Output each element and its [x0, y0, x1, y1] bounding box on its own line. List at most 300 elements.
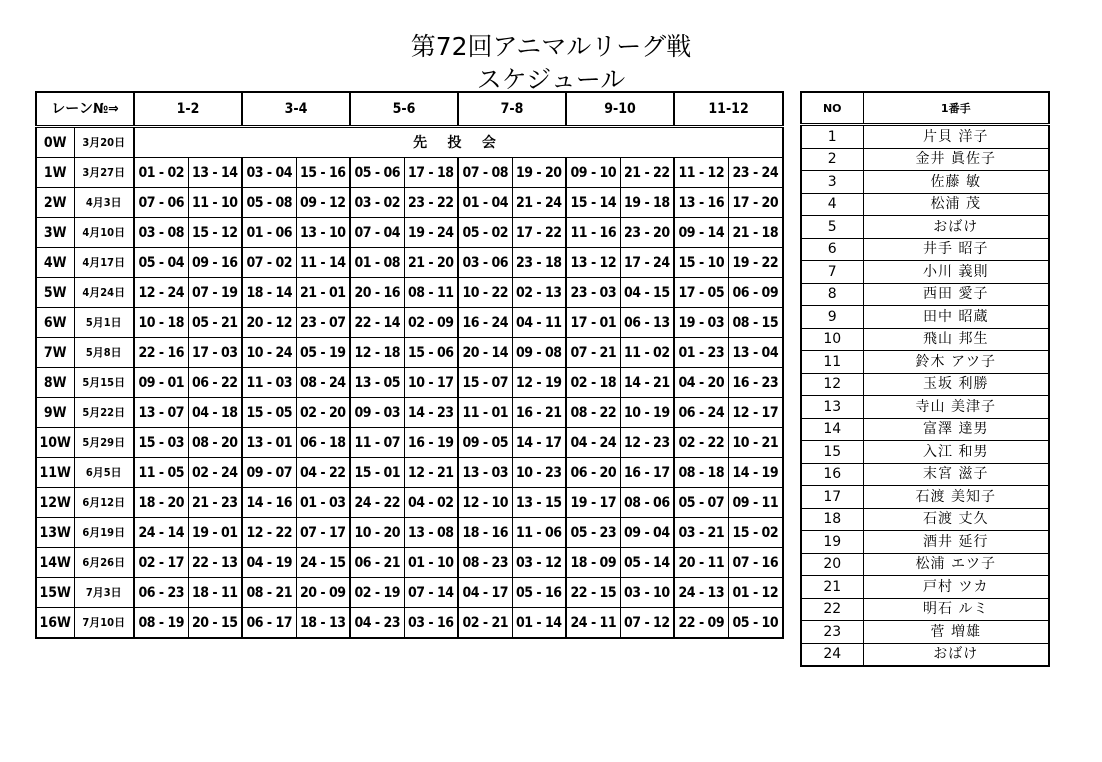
schedule-row [36, 248, 783, 278]
pairing-cell: 17 - 24 [620, 248, 674, 278]
player-name: 松浦 茂 [863, 193, 1049, 216]
pairing-cell: 17 - 05 [674, 278, 728, 308]
week-cell: 9W [36, 398, 74, 428]
schedule-row [36, 488, 783, 518]
pairing-cell: 15 - 14 [566, 188, 620, 218]
pairing-cell: 05 - 04 [134, 248, 188, 278]
player-row [801, 508, 1049, 531]
pairing-cell: 06 - 21 [350, 548, 404, 578]
pairing-cell: 15 - 16 [296, 158, 350, 188]
schedule-row [36, 368, 783, 398]
pairing-cell: 07 - 16 [728, 548, 783, 578]
player-no: 9 [801, 306, 863, 329]
player-name: 戸村 ツカ [863, 576, 1049, 599]
lane-group-header: 1-2 [134, 92, 242, 127]
pairing-cell: 12 - 21 [404, 458, 458, 488]
pairing-cell: 13 - 03 [458, 458, 512, 488]
player-name: 寺山 美津子 [863, 396, 1049, 419]
pairing-cell: 17 - 22 [512, 218, 566, 248]
pairing-cell: 09 - 04 [620, 518, 674, 548]
pairing-cell: 15 - 07 [458, 368, 512, 398]
lane-group-header: 11-12 [674, 92, 783, 127]
pairing-cell: 10 - 17 [404, 368, 458, 398]
event-cell: 先 投 会 [134, 127, 783, 158]
player-row [801, 621, 1049, 644]
pairing-cell: 24 - 14 [134, 518, 188, 548]
pairing-cell: 16 - 21 [512, 398, 566, 428]
pairing-cell: 10 - 21 [728, 428, 783, 458]
pairing-cell: 08 - 11 [404, 278, 458, 308]
player-row [801, 306, 1049, 329]
player-name: 松浦 エツ子 [863, 553, 1049, 576]
player-no: 15 [801, 441, 863, 464]
pairing-cell: 08 - 20 [188, 428, 242, 458]
pairing-cell: 22 - 16 [134, 338, 188, 368]
pairing-cell: 21 - 01 [296, 278, 350, 308]
pairing-cell: 16 - 23 [728, 368, 783, 398]
pairing-cell: 18 - 20 [134, 488, 188, 518]
pairing-cell: 05 - 08 [242, 188, 296, 218]
schedule-row [36, 608, 783, 639]
week-cell: 7W [36, 338, 74, 368]
pairing-cell: 12 - 18 [350, 338, 404, 368]
pairing-cell: 24 - 22 [350, 488, 404, 518]
player-no: 21 [801, 576, 863, 599]
pairing-cell: 04 - 22 [296, 458, 350, 488]
date-cell: 4月17日 [74, 248, 134, 278]
pairing-cell: 10 - 23 [512, 458, 566, 488]
player-name: 石渡 丈久 [863, 508, 1049, 531]
pairing-cell: 03 - 16 [404, 608, 458, 639]
player-name: 末宮 滋子 [863, 463, 1049, 486]
date-cell: 5月22日 [74, 398, 134, 428]
week-cell: 2W [36, 188, 74, 218]
date-cell: 7月10日 [74, 608, 134, 639]
pairing-cell: 08 - 24 [296, 368, 350, 398]
schedule-row [36, 278, 783, 308]
pairing-cell: 13 - 07 [134, 398, 188, 428]
pairing-cell: 14 - 19 [728, 458, 783, 488]
player-row [801, 171, 1049, 194]
player-no: 23 [801, 621, 863, 644]
lane-header: レーン№⇒ [36, 92, 134, 127]
pairing-cell: 09 - 11 [728, 488, 783, 518]
player-no: 20 [801, 553, 863, 576]
player-no: 17 [801, 486, 863, 509]
player-row [801, 486, 1049, 509]
schedule-row [36, 548, 783, 578]
pairing-cell: 04 - 11 [512, 308, 566, 338]
schedule-row [36, 428, 783, 458]
pairing-cell: 03 - 21 [674, 518, 728, 548]
date-cell: 4月10日 [74, 218, 134, 248]
pairing-cell: 09 - 07 [242, 458, 296, 488]
pairing-cell: 04 - 24 [566, 428, 620, 458]
pairing-cell: 17 - 03 [188, 338, 242, 368]
pairing-cell: 21 - 24 [512, 188, 566, 218]
pairing-cell: 11 - 12 [674, 158, 728, 188]
player-name: 鈴木 アツ子 [863, 351, 1049, 374]
week-cell: 12W [36, 488, 74, 518]
pairing-cell: 21 - 18 [728, 218, 783, 248]
pairing-cell: 12 - 19 [512, 368, 566, 398]
pairing-cell: 19 - 03 [674, 308, 728, 338]
date-cell: 4月3日 [74, 188, 134, 218]
schedule-row [36, 158, 783, 188]
schedule-row [36, 578, 783, 608]
pairing-cell: 09 - 10 [566, 158, 620, 188]
pairing-cell: 06 - 24 [674, 398, 728, 428]
pairing-cell: 08 - 06 [620, 488, 674, 518]
player-name: 西田 愛子 [863, 283, 1049, 306]
pairing-cell: 01 - 12 [728, 578, 783, 608]
player-row [801, 418, 1049, 441]
pairing-cell: 13 - 08 [404, 518, 458, 548]
player-name: 飛山 邦生 [863, 328, 1049, 351]
date-cell: 6月5日 [74, 458, 134, 488]
player-row [801, 396, 1049, 419]
week-cell: 6W [36, 308, 74, 338]
player-no: 12 [801, 373, 863, 396]
pairing-cell: 08 - 21 [242, 578, 296, 608]
pairing-cell: 21 - 23 [188, 488, 242, 518]
pairing-cell: 13 - 16 [674, 188, 728, 218]
pairing-cell: 13 - 01 [242, 428, 296, 458]
pairing-cell: 19 - 22 [728, 248, 783, 278]
pairing-cell: 18 - 11 [188, 578, 242, 608]
week-cell: 11W [36, 458, 74, 488]
player-no: 7 [801, 261, 863, 284]
player-no: 19 [801, 531, 863, 554]
pairing-cell: 02 - 18 [566, 368, 620, 398]
pairing-cell: 19 - 20 [512, 158, 566, 188]
pairing-cell: 04 - 19 [242, 548, 296, 578]
pairing-cell: 20 - 14 [458, 338, 512, 368]
pairing-cell: 19 - 18 [620, 188, 674, 218]
pairing-cell: 07 - 04 [350, 218, 404, 248]
pairing-cell: 11 - 16 [566, 218, 620, 248]
schedule-row [36, 218, 783, 248]
player-row [801, 441, 1049, 464]
week-cell: 4W [36, 248, 74, 278]
pairing-cell: 01 - 04 [458, 188, 512, 218]
pairing-cell: 13 - 04 [728, 338, 783, 368]
pairing-cell: 10 - 24 [242, 338, 296, 368]
player-no: 4 [801, 193, 863, 216]
player-row [801, 261, 1049, 284]
pairing-cell: 14 - 17 [512, 428, 566, 458]
pairing-cell: 08 - 23 [458, 548, 512, 578]
pairing-cell: 08 - 19 [134, 608, 188, 639]
pairing-cell: 01 - 03 [296, 488, 350, 518]
pairing-cell: 23 - 07 [296, 308, 350, 338]
pairing-cell: 01 - 08 [350, 248, 404, 278]
schedule-header-row [36, 92, 783, 127]
pairing-cell: 13 - 05 [350, 368, 404, 398]
pairing-cell: 11 - 01 [458, 398, 512, 428]
player-name: 玉坂 利勝 [863, 373, 1049, 396]
pairing-cell: 05 - 10 [728, 608, 783, 639]
pairing-cell: 13 - 10 [296, 218, 350, 248]
pairing-cell: 15 - 12 [188, 218, 242, 248]
player-name: 片貝 洋子 [863, 125, 1049, 149]
pairing-cell: 20 - 16 [350, 278, 404, 308]
pairing-cell: 01 - 14 [512, 608, 566, 639]
pairing-cell: 16 - 24 [458, 308, 512, 338]
pairing-cell: 05 - 21 [188, 308, 242, 338]
pairing-cell: 09 - 14 [674, 218, 728, 248]
pairing-cell: 02 - 09 [404, 308, 458, 338]
player-no: 13 [801, 396, 863, 419]
pairing-cell: 12 - 23 [620, 428, 674, 458]
player-row [801, 283, 1049, 306]
pairing-cell: 02 - 22 [674, 428, 728, 458]
pairing-cell: 20 - 09 [296, 578, 350, 608]
lane-group-header: 9-10 [566, 92, 674, 127]
pairing-cell: 12 - 24 [134, 278, 188, 308]
player-no: 14 [801, 418, 863, 441]
player-no: 3 [801, 171, 863, 194]
pairing-cell: 21 - 22 [620, 158, 674, 188]
pairing-cell: 07 - 21 [566, 338, 620, 368]
page-title: 第72回アニマルリーグ戦 [410, 32, 692, 61]
pairing-cell: 07 - 12 [620, 608, 674, 639]
date-cell: 3月20日 [74, 127, 134, 158]
pairing-cell: 20 - 15 [188, 608, 242, 639]
pairing-cell: 12 - 22 [242, 518, 296, 548]
player-no: 5 [801, 216, 863, 239]
pairing-cell: 05 - 14 [620, 548, 674, 578]
pairing-cell: 05 - 19 [296, 338, 350, 368]
pairing-cell: 05 - 23 [566, 518, 620, 548]
pairing-cell: 06 - 23 [134, 578, 188, 608]
player-row [801, 643, 1049, 666]
pairing-cell: 09 - 05 [458, 428, 512, 458]
player-name: おばけ [863, 216, 1049, 239]
player-row [801, 238, 1049, 261]
pairing-cell: 02 - 19 [350, 578, 404, 608]
pairing-cell: 01 - 06 [242, 218, 296, 248]
player-name: 明石 ルミ [863, 598, 1049, 621]
player-no: 22 [801, 598, 863, 621]
pairing-cell: 10 - 18 [134, 308, 188, 338]
player-name: 酒井 延行 [863, 531, 1049, 554]
pairing-cell: 04 - 23 [350, 608, 404, 639]
player-list-table [800, 91, 1050, 667]
pairing-cell: 09 - 08 [512, 338, 566, 368]
pairing-cell: 13 - 12 [566, 248, 620, 278]
week-cell: 13W [36, 518, 74, 548]
week-cell: 0W [36, 127, 74, 158]
pairing-cell: 12 - 17 [728, 398, 783, 428]
pairing-cell: 01 - 10 [404, 548, 458, 578]
schedule-row [36, 188, 783, 218]
week-cell: 14W [36, 548, 74, 578]
date-cell: 5月15日 [74, 368, 134, 398]
player-name: 井手 昭子 [863, 238, 1049, 261]
pairing-cell: 09 - 03 [350, 398, 404, 428]
pairing-cell: 04 - 02 [404, 488, 458, 518]
pairing-cell: 11 - 02 [620, 338, 674, 368]
pairing-cell: 04 - 15 [620, 278, 674, 308]
player-no: 10 [801, 328, 863, 351]
pairing-cell: 08 - 22 [566, 398, 620, 428]
pairing-cell: 23 - 18 [512, 248, 566, 278]
pairing-cell: 07 - 06 [134, 188, 188, 218]
date-cell: 3月27日 [74, 158, 134, 188]
pairing-cell: 15 - 10 [674, 248, 728, 278]
schedule-row [36, 308, 783, 338]
pairing-cell: 09 - 12 [296, 188, 350, 218]
pairing-cell: 24 - 11 [566, 608, 620, 639]
pairing-cell: 03 - 12 [512, 548, 566, 578]
pairing-cell: 21 - 20 [404, 248, 458, 278]
pairing-cell: 24 - 13 [674, 578, 728, 608]
pairing-cell: 09 - 16 [188, 248, 242, 278]
player-row [801, 351, 1049, 374]
player-no-header: NO [801, 92, 863, 125]
pairing-cell: 22 - 09 [674, 608, 728, 639]
pairing-cell: 05 - 02 [458, 218, 512, 248]
pairing-cell: 17 - 20 [728, 188, 783, 218]
pairing-cell: 08 - 18 [674, 458, 728, 488]
player-row [801, 193, 1049, 216]
pairing-cell: 20 - 12 [242, 308, 296, 338]
schedule-row [36, 338, 783, 368]
pairing-cell: 01 - 02 [134, 158, 188, 188]
pairing-cell: 07 - 02 [242, 248, 296, 278]
player-name: 小川 義則 [863, 261, 1049, 284]
player-row [801, 148, 1049, 171]
page-subtitle: スケジュール [476, 65, 626, 94]
pairing-cell: 03 - 02 [350, 188, 404, 218]
week-cell: 10W [36, 428, 74, 458]
lane-group-header: 3-4 [242, 92, 350, 127]
player-no: 11 [801, 351, 863, 374]
pairing-cell: 06 - 22 [188, 368, 242, 398]
player-no: 18 [801, 508, 863, 531]
player-no: 24 [801, 643, 863, 666]
pairing-cell: 20 - 11 [674, 548, 728, 578]
player-row [801, 598, 1049, 621]
pairing-cell: 23 - 03 [566, 278, 620, 308]
pairing-cell: 14 - 21 [620, 368, 674, 398]
pairing-cell: 02 - 17 [134, 548, 188, 578]
player-name: 富澤 達男 [863, 418, 1049, 441]
player-name-header: 1番手 [863, 92, 1049, 125]
pairing-cell: 06 - 17 [242, 608, 296, 639]
player-no: 2 [801, 148, 863, 171]
schedule-table [35, 91, 784, 639]
player-row [801, 531, 1049, 554]
schedule-row [36, 518, 783, 548]
pairing-cell: 15 - 01 [350, 458, 404, 488]
pairing-cell: 11 - 10 [188, 188, 242, 218]
pairing-cell: 07 - 17 [296, 518, 350, 548]
pairing-cell: 03 - 06 [458, 248, 512, 278]
player-name: 入江 和男 [863, 441, 1049, 464]
pairing-cell: 14 - 16 [242, 488, 296, 518]
pairing-cell: 10 - 22 [458, 278, 512, 308]
pairing-cell: 04 - 17 [458, 578, 512, 608]
pairing-cell: 09 - 01 [134, 368, 188, 398]
pairing-cell: 06 - 13 [620, 308, 674, 338]
pairing-cell: 17 - 01 [566, 308, 620, 338]
pairing-cell: 11 - 07 [350, 428, 404, 458]
pairing-cell: 15 - 03 [134, 428, 188, 458]
pairing-cell: 18 - 14 [242, 278, 296, 308]
player-name: 菅 増雄 [863, 621, 1049, 644]
pairing-cell: 11 - 05 [134, 458, 188, 488]
player-no: 6 [801, 238, 863, 261]
pairing-cell: 05 - 06 [350, 158, 404, 188]
lane-group-header: 5-6 [350, 92, 458, 127]
pairing-cell: 02 - 20 [296, 398, 350, 428]
pairing-cell: 03 - 10 [620, 578, 674, 608]
schedule-row [36, 127, 783, 158]
lane-group-header: 7-8 [458, 92, 566, 127]
pairing-cell: 01 - 23 [674, 338, 728, 368]
pairing-cell: 13 - 15 [512, 488, 566, 518]
pairing-cell: 06 - 20 [566, 458, 620, 488]
pairing-cell: 05 - 16 [512, 578, 566, 608]
player-row [801, 328, 1049, 351]
pairing-cell: 08 - 15 [728, 308, 783, 338]
pairing-cell: 22 - 13 [188, 548, 242, 578]
pairing-cell: 07 - 08 [458, 158, 512, 188]
pairing-cell: 24 - 15 [296, 548, 350, 578]
week-cell: 16W [36, 608, 74, 639]
player-name: 田中 昭蔵 [863, 306, 1049, 329]
pairing-cell: 19 - 17 [566, 488, 620, 518]
pairing-cell: 18 - 13 [296, 608, 350, 639]
pairing-cell: 02 - 13 [512, 278, 566, 308]
pairing-cell: 19 - 01 [188, 518, 242, 548]
pairing-cell: 14 - 23 [404, 398, 458, 428]
pairing-cell: 05 - 07 [674, 488, 728, 518]
player-name: 石渡 美知子 [863, 486, 1049, 509]
schedule-row [36, 458, 783, 488]
week-cell: 5W [36, 278, 74, 308]
date-cell: 7月3日 [74, 578, 134, 608]
pairing-cell: 16 - 17 [620, 458, 674, 488]
pairing-cell: 10 - 20 [350, 518, 404, 548]
date-cell: 5月8日 [74, 338, 134, 368]
pairing-cell: 03 - 08 [134, 218, 188, 248]
pairing-cell: 23 - 22 [404, 188, 458, 218]
pairing-cell: 19 - 24 [404, 218, 458, 248]
player-row [801, 216, 1049, 239]
date-cell: 6月12日 [74, 488, 134, 518]
player-name: おばけ [863, 643, 1049, 666]
week-cell: 3W [36, 218, 74, 248]
pairing-cell: 11 - 06 [512, 518, 566, 548]
pairing-cell: 03 - 04 [242, 158, 296, 188]
date-cell: 6月26日 [74, 548, 134, 578]
date-cell: 4月24日 [74, 278, 134, 308]
player-no: 16 [801, 463, 863, 486]
pairing-cell: 13 - 14 [188, 158, 242, 188]
pairing-cell: 11 - 03 [242, 368, 296, 398]
pairing-cell: 04 - 20 [674, 368, 728, 398]
pairing-cell: 16 - 19 [404, 428, 458, 458]
pairing-cell: 17 - 18 [404, 158, 458, 188]
pairing-cell: 10 - 19 [620, 398, 674, 428]
date-cell: 5月1日 [74, 308, 134, 338]
pairing-cell: 06 - 09 [728, 278, 783, 308]
player-name: 金井 眞佐子 [863, 148, 1049, 171]
pairing-cell: 02 - 24 [188, 458, 242, 488]
